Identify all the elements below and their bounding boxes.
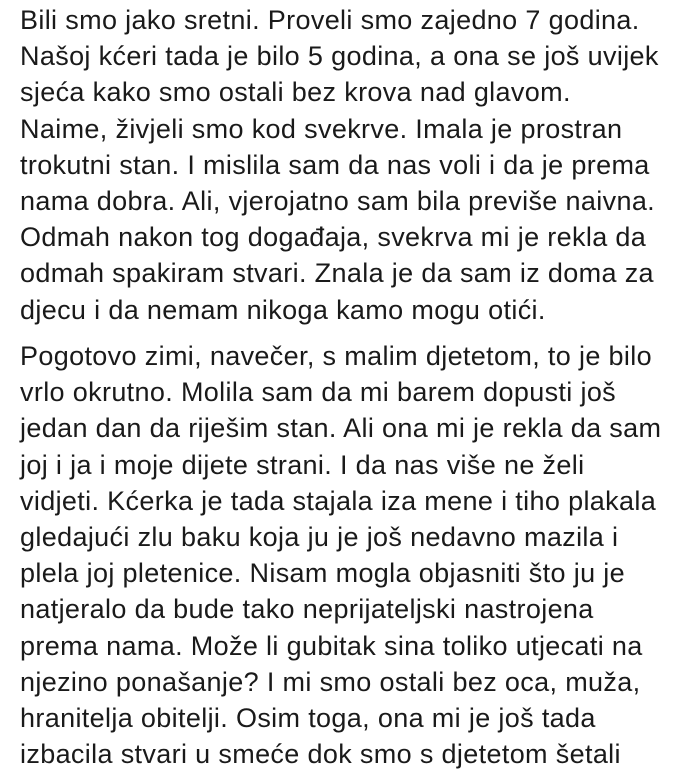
text-line: djecu i da nemam nikoga kamo mogu otići. — [20, 294, 546, 325]
text-line: izbacila stvari u smeće dok smo s djetetom šetali — [20, 739, 621, 770]
text-line: vrlo okrutno. Molila sam da mi barem dopusti još — [20, 377, 617, 408]
paragraph-2 — [20, 338, 661, 772]
text-line: Odmah nakon tog događaja, svekrva mi je rekla da — [20, 222, 647, 253]
text-line: joj i ja i moje dijete strani. I da nas više ne želi — [20, 449, 585, 480]
text-line: gledajući zlu baku koja ju je još nedavno mazila i — [20, 521, 619, 552]
text-line: jedan dan da riješim stan. Ali ona mi je rekla da sam — [20, 413, 662, 444]
text-line: prema nama. Može li gubitak sina toliko utjecati na — [20, 630, 643, 661]
text-line: trokutni stan. I mislila sam da nas voli i da je prema — [20, 149, 650, 180]
text-line: Bili smo jako sretni. Proveli smo zajedno 7 godina. — [20, 5, 640, 35]
text-line: odmah spakiram stvari. Znala je da sam iz doma za — [20, 258, 654, 289]
text-line: Našoj kćeri tada je bilo 5 godina, a ona se još uvijek — [20, 41, 659, 72]
text-line: sjeća kako smo ostali bez krova nad glavom. — [20, 77, 571, 108]
text-line: Pogotovo zimi, navečer, s malim djetetom, to je bilo — [20, 341, 652, 371]
text-line: natjeralo da bude tako neprijateljski nastrojena — [20, 594, 594, 625]
text-line: plela joj pletenice. Nisam mogla objasniti što ju je — [20, 558, 626, 589]
text-line: njezino ponašanje? I mi smo ostali bez oca, muža, — [20, 666, 641, 697]
text-line: hranitelja obitelji. Osim toga, ona mi je još tada — [20, 702, 596, 733]
text-line: Naime, živjeli smo kod svekrve. Imala je prostran — [20, 113, 623, 144]
text-line: vidjeti. Kćerka je tada stajala iza mene i tiho plakala — [20, 485, 657, 516]
paragraph-1 — [20, 2, 659, 328]
text-line: nama dobra. Ali, vjerojatno sam bila previše naivna. — [20, 185, 656, 216]
